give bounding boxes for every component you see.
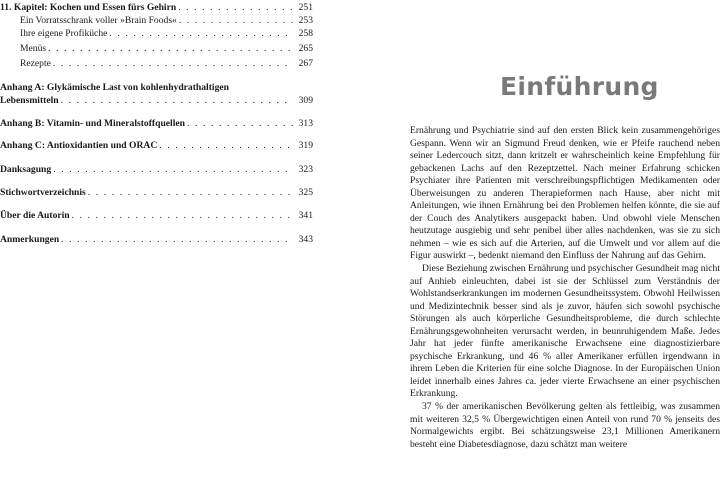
body-paragraph: Ernährung und Psychiatrie sind auf den ersten Blick kein zusammengehöriges Gespann. Wenn wir an Sigmund Freud denken, wie er Pfeife rauchend neben seiner Ledercouch sitzt, dann kritzelt er wahrscheinlich keine Empfehlung für gebackenen Lachs auf den Rezeptzettel. Nach meiner Erfahrung schicken Psychiater ihre Patienten mit verschreibungspflichtigen Medikamenten oder Überweisungen zu anderen Therapieformen nach Hause, aber nicht mit Anleitungen, wie ihnen Ernährung bei den Problemen helfen könnte, die sie auf der Couch des Analytikers ausgepackt haben. Und obwohl viele Menschen heutzutage ausgiebig und sehr penibel über alles nachdenken, was sie zu sich nehmen – wie es sich auf die Arterien, auf die Umwelt und vor allem auf die Figur auswirkt –, bedenkt niemand den Einfluss der Nahrung auf das Gehirn.	[410, 125, 720, 262]
toc-entry-title: 11. Kapitel: Kochen und Essen fürs Gehirn	[0, 2, 177, 13]
toc-entry-page: 341	[298, 210, 313, 221]
toc-entry-title: Anhang B: Vitamin- und Mineralstoffquellen	[0, 118, 185, 129]
toc-entry-title-line1: Anhang A: Glykämische Last von kohlenhydrathaltigen	[0, 82, 229, 93]
toc-entry-title: Ein Vorratsschrank voller »Brain Foods«	[20, 15, 177, 26]
toc-entry-page: 325	[298, 187, 313, 198]
toc-entry-title: Menüs	[20, 43, 47, 54]
toc-entry-anhang-a[interactable]	[0, 82, 313, 107]
toc-entry-chapter-11[interactable]	[0, 2, 313, 15]
toc-entry-page: 319	[298, 140, 313, 151]
toc-entry-title: Anmerkungen	[0, 234, 60, 245]
toc-entry-page: 258	[298, 28, 313, 39]
toc-entry-page: 251	[298, 2, 313, 13]
toc-entry-anhang-c[interactable]	[0, 140, 313, 153]
toc-leader-dots	[53, 58, 293, 71]
toc-entry-page: 267	[298, 58, 313, 69]
toc-entry-title-line2: Lebensmitteln	[0, 94, 59, 106]
toc-leader-dots	[61, 234, 293, 247]
toc-leader-dots	[178, 2, 293, 15]
toc-leader-dots	[72, 210, 293, 223]
toc-entry-title: Ihre eigene Profiküche	[20, 28, 108, 39]
toc-entry-title: Über die Autorin	[0, 210, 70, 221]
toc-entry-line2	[0, 95, 313, 108]
toc-entry-rezepte[interactable]	[20, 58, 313, 71]
toc-entry-profikueche[interactable]	[20, 28, 313, 41]
toc-entry-page: 323	[298, 164, 313, 175]
toc-entry-vorratsschrank[interactable]	[20, 15, 313, 28]
toc-entry-ueber-die-autorin[interactable]	[0, 210, 313, 223]
toc-entry-title: Rezepte	[20, 58, 51, 69]
toc-entry-anmerkungen[interactable]	[0, 234, 313, 247]
toc-entry-page: 265	[298, 43, 313, 54]
toc-entry-anhang-b[interactable]	[0, 118, 313, 131]
chapter-title: Einführung	[500, 72, 659, 101]
toc-leader-dots	[61, 95, 293, 108]
toc-leader-dots	[48, 43, 293, 56]
toc-leader-dots	[159, 140, 293, 153]
body-paragraph: Diese Beziehung zwischen Ernährung und psychischer Gesundheit mag nicht auf Anhieb einleuchten, dabei ist sie der Schlüssel zum Verständnis der Wohlstandserkrankungen im modernen Gesundheitssystem. Obwohl Heilwissen und Medizintechnik besser sind als je zuvor, häufen sich sowohl psychische Störungen als auch körperliche Gesundheitsprobleme, die durch schlechte Ernährungsgewohnheiten verursacht werden, in beunruhigendem Maße. Jedes Jahr hat jeder fünfte amerikanische Erwachsene eine diagnostizierbare psychische Erkrankung, und 46 % aller Amerikaner erfüllen irgendwann in ihrem Leben die Kriterien für eine solche Diagnose. In der Europäischen Union leidet innerhalb eines Jahres ca. jeder vierte Erwachsene an einer psychischen Erkrankung.	[410, 263, 720, 400]
table-of-contents	[0, 0, 350, 490]
toc-leader-dots	[53, 164, 293, 177]
body-paragraph: 37 % der amerikanischen Bevölkerung gelten als fettleibig, was zusammen mit weiteren 32,5 % Übergewichtigen einen Anteil von rund 70 % jenseits des Normalgewichts ergibt. Bei schätzungsweise 23,1 Millionen Amerikanern besteht eine Diabetesdiagnose, dazu schätzt man weitere	[410, 401, 720, 450]
toc-entry-page: 309	[298, 94, 313, 106]
toc-entry-menues[interactable]	[20, 43, 313, 56]
toc-leader-dots	[109, 28, 293, 41]
toc-entry-title: Anhang C: Antioxidantien und ORAC	[0, 140, 158, 151]
toc-entry-stichwortverzeichnis[interactable]	[0, 187, 313, 200]
toc-entry-page: 343	[298, 234, 313, 245]
toc-leader-dots	[187, 118, 293, 131]
chapter-page	[360, 0, 720, 490]
toc-entry-title: Stichwortverzeichnis	[0, 187, 86, 198]
toc-leader-dots	[88, 187, 293, 200]
toc-entry-title: Danksagung	[0, 164, 52, 175]
toc-entry-page: 313	[298, 118, 313, 129]
toc-leader-dots	[179, 15, 293, 28]
toc-entry-page: 253	[298, 15, 313, 26]
toc-entry-danksagung[interactable]	[0, 164, 313, 177]
chapter-body	[410, 125, 720, 451]
